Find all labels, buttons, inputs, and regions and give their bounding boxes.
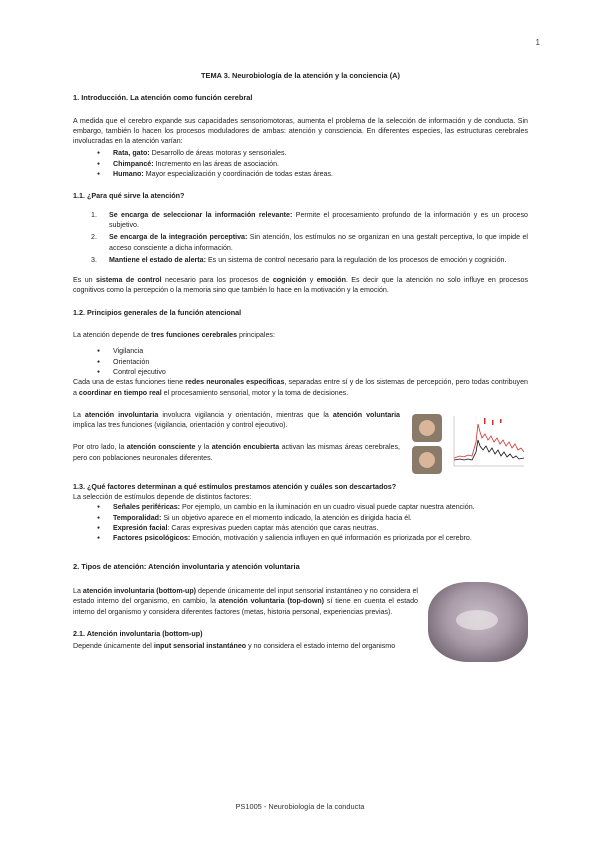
attention-figure-row <box>73 410 528 478</box>
list-item: ● Vigilancia <box>103 346 528 356</box>
section-2-1-heading: 2.1. Atención involuntaria (bottom-up) <box>73 628 203 638</box>
functions-intro: La atención depende de tres funciones cerebrales principales: <box>73 331 275 340</box>
types-text-column <box>73 586 418 662</box>
involuntary-voluntary-paragraph: La atención involuntaria involucra vigilancia y orientación, mientras que la atención voluntaria implica las tres funciones (vigilancia, orientación y control ejecutivo). <box>73 410 400 430</box>
list-item: 3. Mantiene el estado de alerta: Es un sistema de control necesario para la regulación de los procesos de emoción y cognición. <box>91 255 507 264</box>
types-figure-row <box>73 586 528 662</box>
section-1-heading: 1. Introducción. La atención como función cerebral <box>73 93 253 103</box>
attention-functions-list <box>73 346 528 377</box>
monkey-image-top <box>412 414 442 442</box>
list-item: 1. Se encarga de seleccionar la información relevante: Permite el procesamiento profundo de la información y es un proceso subjetivo. <box>91 210 528 229</box>
list-item: ● Expresión facial: Caras expresivas pueden captar más atención que caras neutras. <box>103 523 528 533</box>
list-item: ● Temporalidad: Si un objetivo aparece en el momento indicado, la atención es dirigida hacia él. <box>103 513 528 523</box>
list-item: ● Humano: Mayor especialización y coordinación de todas estas áreas. <box>103 169 528 179</box>
section-1-1-heading: 1.1. ¿Para qué sirve la atención? <box>73 191 185 201</box>
section-1-2-heading: 1.2. Principios generales de la función atencional <box>73 307 242 317</box>
attention-text-column <box>73 410 400 478</box>
section-1-paragraph: A medida que el cerebro expande sus capacidades sensoriomotoras, aumenta el problema de la selección de información y de conducta. Sin embargo, también lo hacen los procesos moduladores de ambas: atención y consciencia. En diferentes especies, las estructuras cerebrales involucradas en la atención varían: <box>73 116 528 146</box>
page-number: 1 <box>535 38 540 47</box>
brain-sagittal-image <box>428 582 528 662</box>
factors-list <box>73 502 528 543</box>
list-item: ● Señales periféricas: Por ejemplo, un cambio en la iluminación en un cuadro visual puede captar nuestra atención. <box>103 502 528 512</box>
conscious-covert-paragraph: Por otro lado, la atención consciente y la atención encubierta activan las mismas áreas cerebrales, pero con poblaciones neuronales diferentes. <box>73 443 401 462</box>
networks-paragraph: Cada una de estas funciones tiene redes neuronales específicas, separadas entre sí y de los sistemas de percepción, pero todas contribuyen a coordinar en tiempo real el procesamiento sensorial, motor y la toma de decisiones. <box>73 378 528 397</box>
page-content <box>73 71 528 662</box>
control-system-paragraph: Es un sistema de control necesario para los procesos de cognición y emoción. Es decir que la atención no solo influye en procesos cognitivos como la percepción o la memoria sino que también lo hace en la motivación y la emoción. <box>73 276 528 295</box>
document-title: TEMA 3. Neurobiología de la atención y la conciencia (A) <box>201 71 400 80</box>
types-paragraph: La atención involuntaria (bottom-up) depende únicamente del input sensorial instantáneo y no considera el estado interno del organismo, en cambio, la atención voluntaria (top-down) sí tiene en cuenta el estado interno del organismo y considera diferentes factores (metas, historia personal, experiencias previas). <box>73 586 419 616</box>
neural-response-graph <box>448 412 526 472</box>
section-2-heading: 2. Tipos de atención: Atención involuntaria y atención voluntaria <box>73 561 300 571</box>
species-list <box>73 148 528 179</box>
list-item: 2. Se encarga de la integración perceptiva: Sin atención, los estímulos no se organizan en una gestalt perceptiva, lo que impide el acceso consciente a dicha información. <box>91 233 528 252</box>
list-item: ● Factores psicológicos: Emoción, motivación y saliencia influyen en qué información es priorizada por el cerebro. <box>103 533 528 543</box>
monkey-recording-figure <box>410 412 528 478</box>
page-footer: PS1005 - Neurobiología de la conducta <box>235 802 365 811</box>
list-item: ● Control ejecutivo <box>103 367 528 377</box>
functions-list <box>73 210 528 265</box>
list-item: ● Chimpancé: Incremento en las áreas de asociación. <box>103 159 528 169</box>
monkey-image-bottom <box>412 446 442 474</box>
factors-intro: La selección de estímulos depende de distintos factores: <box>73 493 252 502</box>
list-item: ● Rata, gato: Desarrollo de áreas motoras y sensoriales. <box>103 148 528 158</box>
bottom-up-paragraph: Depende únicamente del input sensorial instantáneo y no considera el estado interno del organismo <box>73 642 396 651</box>
list-item: ● Orientación <box>103 357 528 367</box>
section-1-3-heading: 1.3. ¿Qué factores determinan a qué estímulos prestamos atención y cuáles son descartados? <box>73 481 397 491</box>
